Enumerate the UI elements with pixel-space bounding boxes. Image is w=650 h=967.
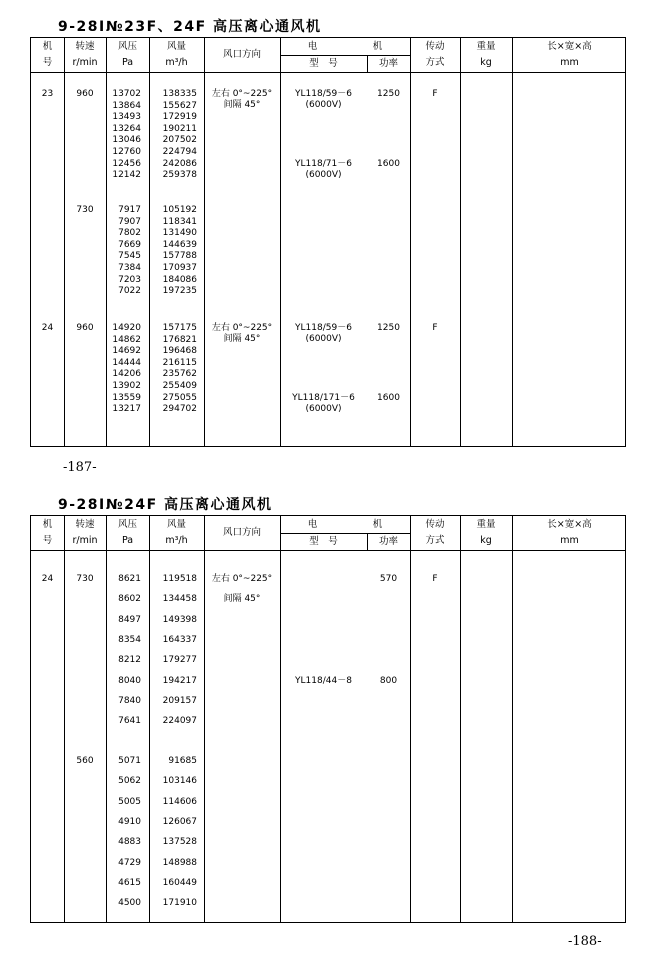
header-motor-2: 机: [372, 41, 383, 52]
cell-flow: 137528: [162, 837, 197, 848]
cell-pa: 7022: [118, 286, 141, 297]
cell-model2: (6000V): [305, 169, 342, 180]
header-motor: 电: [307, 519, 318, 530]
cell-flow: 179277: [162, 655, 197, 666]
cell-flow: 294702: [162, 404, 197, 415]
header-speed: 转速: [75, 41, 95, 52]
cell-flow: 209157: [162, 695, 197, 706]
cell-drive: F: [432, 574, 438, 584]
cell-flow: 194217: [162, 675, 197, 686]
header-direction: 风口方向: [222, 49, 261, 60]
header-dims: 长×宽×高: [547, 41, 592, 52]
cell-pa: 14206: [112, 369, 141, 380]
cell-speed: 730: [76, 574, 94, 584]
cell-flow: 275055: [162, 392, 197, 403]
cell-pa: 4729: [118, 857, 141, 868]
cell-pa: 7840: [118, 695, 141, 706]
cell-pa: 4910: [118, 816, 141, 827]
cell-model2: (6000V): [305, 334, 342, 344]
cell-dir1: 左右 0°~225°: [211, 574, 273, 584]
cell-pa: 14920: [112, 323, 141, 333]
cell-flow: 103146: [162, 776, 197, 787]
cell-pa: 8621: [118, 574, 141, 584]
cell-flow: 149398: [162, 614, 197, 625]
cell-no: 23: [41, 89, 54, 99]
cell-flow: 157788: [162, 251, 197, 262]
cell-no: 24: [41, 574, 54, 584]
cell-flow: 160449: [162, 877, 197, 888]
header-motor: 电: [307, 41, 318, 52]
header-flow-unit: m³/h: [165, 535, 188, 546]
cell-flow: 190211: [162, 123, 197, 134]
header-dims-unit: mm: [560, 57, 579, 68]
table2: [30, 515, 626, 923]
cell-pa: 7907: [118, 216, 141, 227]
cell-flow: 164337: [162, 634, 197, 645]
header-pressure: 风压: [117, 519, 137, 530]
header-dims: 长×宽×高: [547, 519, 592, 530]
header-jihao-2: 号: [42, 535, 53, 546]
header-dims-unit: mm: [560, 535, 579, 546]
cell-pa: 4883: [118, 837, 141, 848]
header-pressure-unit: Pa: [121, 57, 134, 68]
cell-pa: 13902: [112, 381, 141, 391]
cell-pa: 7384: [118, 263, 141, 273]
header-drive: 传动: [425, 41, 445, 52]
header-model: 型 号: [309, 536, 338, 547]
header-jihao-2: 号: [42, 57, 53, 68]
header-motor-2: 机: [372, 519, 383, 530]
cell-flow: 197235: [162, 286, 197, 297]
header-pressure: 风压: [117, 41, 137, 52]
cell-flow: 172919: [162, 112, 197, 123]
cell-flow: 196468: [162, 346, 197, 357]
cell-pa: 7802: [118, 228, 141, 239]
cell-flow: 138335: [162, 89, 197, 99]
cell-speed: 730: [76, 205, 94, 215]
header-weight: 重量: [476, 41, 496, 52]
cell-pa: 7641: [118, 716, 141, 727]
cell-drive: F: [432, 323, 438, 333]
cell-pa: 13702: [112, 89, 141, 99]
table1: [30, 37, 626, 447]
cell-model1: YL118/59－6: [295, 89, 352, 99]
cell-flow: 255409: [162, 381, 197, 391]
cell-flow: 224794: [162, 147, 197, 157]
cell-pa: 13493: [112, 112, 141, 123]
cell-pa: 8040: [118, 675, 141, 686]
header-weight-unit: kg: [480, 57, 492, 68]
header-pressure-unit: Pa: [121, 535, 134, 546]
cell-flow: 176821: [162, 334, 197, 345]
header-weight: 重量: [476, 519, 496, 530]
cell-pa: 14444: [112, 357, 141, 368]
cell-pa: 14692: [112, 346, 141, 357]
cell-no: 24: [41, 323, 54, 333]
cell-flow: 170937: [162, 263, 197, 273]
header-drive-2: 方式: [425, 535, 445, 546]
header-speed-unit: r/min: [72, 535, 98, 546]
cell-pa: 5062: [118, 776, 141, 787]
cell-pa: 8602: [118, 594, 141, 605]
header-flow: 风量: [166, 41, 186, 52]
header-jihao: 机: [42, 519, 53, 530]
cell-model1: YL118/171－6: [292, 392, 355, 403]
cell-pa: 13864: [112, 100, 141, 111]
header-model: 型 号: [309, 58, 338, 69]
cell-drive: F: [432, 89, 438, 99]
cell-pa: 8212: [118, 655, 141, 666]
cell-speed: 960: [76, 89, 94, 99]
cell-flow: 157175: [162, 323, 197, 333]
cell-pa: 13264: [112, 123, 141, 134]
cell-flow: 242086: [162, 158, 197, 169]
cell-pa: 13217: [112, 404, 141, 415]
cell-pa: 5005: [118, 796, 141, 807]
cell-dir2: 间隔 45°: [223, 100, 261, 110]
cell-dir1: 间隔 45°: [223, 594, 261, 605]
cell-pa: 8354: [118, 634, 141, 645]
cell-model1: YL118/44－8: [295, 675, 352, 686]
cell-power: 1600: [377, 392, 400, 403]
cell-flow: 184086: [162, 274, 197, 285]
cell-pa: 4615: [118, 877, 141, 888]
cell-power: 1250: [377, 89, 400, 99]
cell-dir2: 间隔 45°: [223, 334, 261, 344]
cell-flow: 155627: [162, 100, 197, 111]
cell-flow: 171910: [162, 898, 197, 909]
cell-power: 800: [379, 675, 398, 686]
cell-pa: 13046: [112, 135, 141, 146]
cell-dir1: 左右 0°~225°: [211, 323, 273, 333]
cell-pa: 7545: [118, 251, 141, 262]
cell-flow: 126067: [162, 816, 197, 827]
cell-model2: (6000V): [305, 100, 342, 110]
cell-power: 1250: [377, 323, 400, 333]
cell-flow: 235762: [162, 369, 197, 380]
cell-pa: 8497: [118, 614, 141, 625]
cell-pa: 5071: [118, 756, 141, 766]
header-flow-unit: m³/h: [165, 57, 188, 68]
cell-dir1: 左右 0°~225°: [211, 89, 273, 99]
cell-pa: 12760: [112, 147, 141, 157]
header-power: 功率: [378, 536, 398, 547]
cell-power: 570: [379, 574, 398, 584]
cell-pa: 4500: [118, 898, 141, 909]
page-number-187: -187-: [63, 460, 97, 475]
cell-pa: 14862: [112, 334, 141, 345]
cell-flow: 207502: [162, 135, 197, 146]
table1-title: 9-28Ⅰ№23F、24F 高压离心通风机: [58, 19, 322, 35]
cell-pa: 12456: [112, 158, 141, 169]
header-speed-unit: r/min: [72, 57, 98, 68]
cell-speed: 560: [76, 756, 94, 766]
table2-title: 9-28Ⅰ№24F 高压离心通风机: [58, 497, 273, 513]
header-direction: 风口方向: [222, 527, 261, 538]
cell-speed: 960: [76, 323, 94, 333]
cell-model1: YL118/59－6: [295, 323, 352, 333]
header-drive-2: 方式: [425, 57, 445, 68]
cell-model2: (6000V): [305, 403, 342, 414]
cell-flow: 148988: [162, 857, 197, 868]
header-jihao: 机: [42, 41, 53, 52]
cell-flow: 259378: [162, 170, 197, 181]
cell-flow: 114606: [162, 796, 197, 807]
page-number-188: -188-: [568, 934, 602, 949]
cell-flow: 118341: [162, 216, 197, 227]
cell-flow: 105192: [162, 205, 197, 215]
cell-flow: 216115: [162, 357, 197, 368]
cell-power: 1600: [377, 158, 400, 169]
cell-pa: 7917: [118, 205, 141, 215]
cell-flow: 131490: [162, 228, 197, 239]
header-power: 功率: [378, 58, 398, 69]
cell-flow: 224097: [162, 716, 197, 727]
cell-flow: 91685: [168, 756, 197, 766]
cell-pa: 12142: [112, 170, 141, 181]
cell-flow: 134458: [162, 594, 197, 605]
cell-pa: 7203: [118, 274, 141, 285]
header-weight-unit: kg: [480, 535, 492, 546]
cell-pa: 13559: [112, 392, 141, 403]
cell-model1: YL118/71－6: [295, 158, 352, 169]
cell-flow: 119518: [162, 574, 197, 584]
cell-flow: 144639: [162, 239, 197, 250]
header-speed: 转速: [75, 519, 95, 530]
header-flow: 风量: [166, 519, 186, 530]
header-drive: 传动: [425, 519, 445, 530]
cell-pa: 7669: [118, 239, 141, 250]
